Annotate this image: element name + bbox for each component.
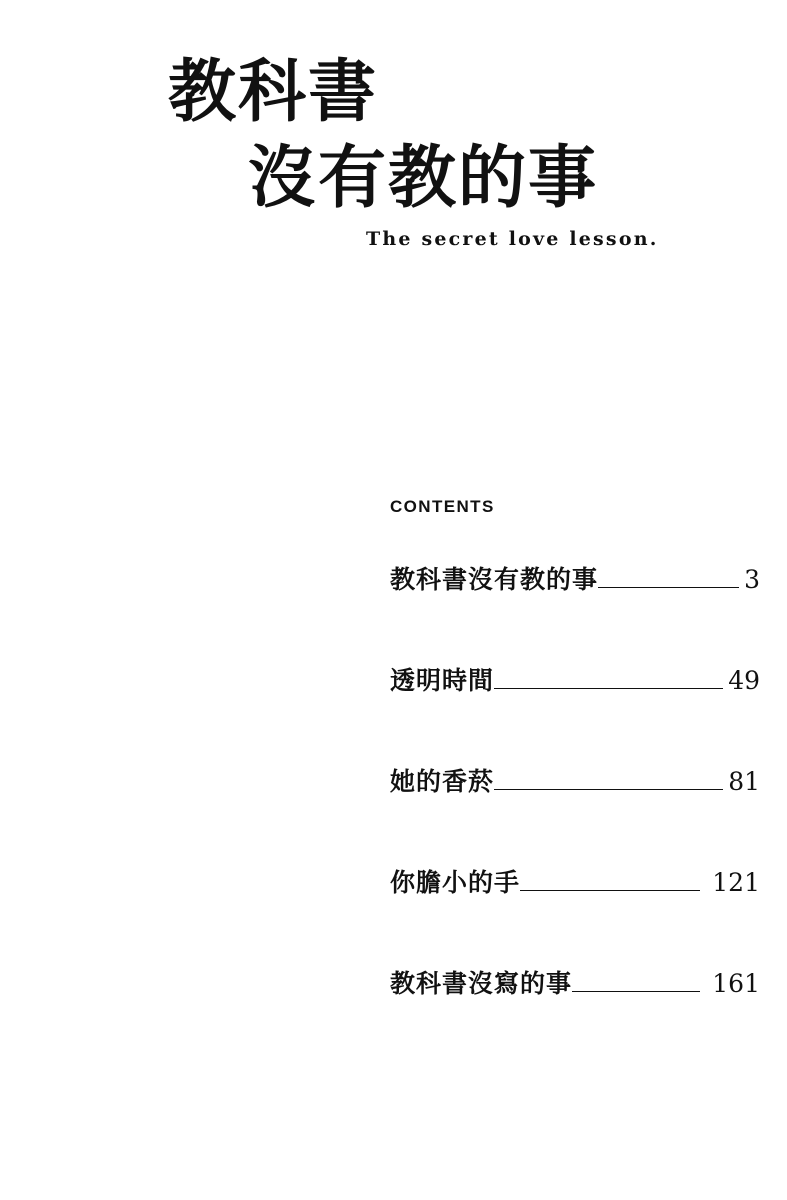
book-title-line-2: 沒有教的事 <box>248 138 599 218</box>
toc-leader-line <box>598 587 739 588</box>
toc-leader-line <box>520 890 700 891</box>
toc-entry-page: 81 <box>728 767 760 796</box>
contents-heading: CONTENTS <box>390 497 495 516</box>
toc-entry[interactable] <box>390 964 760 1065</box>
toc-leader-line <box>572 991 700 992</box>
toc-entry[interactable] <box>390 560 760 661</box>
toc-leader-line <box>494 789 723 790</box>
toc-entry-title: 她的香菸 <box>390 767 495 796</box>
toc-entry-title: 教科書沒寫的事 <box>390 969 573 998</box>
book-title-line-1: 教科書 <box>168 52 379 132</box>
toc-leader-line <box>494 688 723 689</box>
toc-entry-page: 3 <box>744 565 760 594</box>
book-subtitle-english: The secret love lesson. <box>366 228 659 250</box>
toc-entry-page: 121 <box>712 868 760 897</box>
toc-entry-page: 49 <box>728 666 760 695</box>
toc-entry-title: 你膽小的手 <box>390 868 521 897</box>
toc-entry[interactable] <box>390 762 760 863</box>
toc-entry-page: 161 <box>712 969 760 998</box>
toc-entry-title: 透明時間 <box>390 666 495 695</box>
table-of-contents <box>390 560 760 1065</box>
toc-entry[interactable] <box>390 863 760 964</box>
toc-entry[interactable] <box>390 661 760 762</box>
toc-entry-title: 教科書沒有教的事 <box>390 565 599 594</box>
